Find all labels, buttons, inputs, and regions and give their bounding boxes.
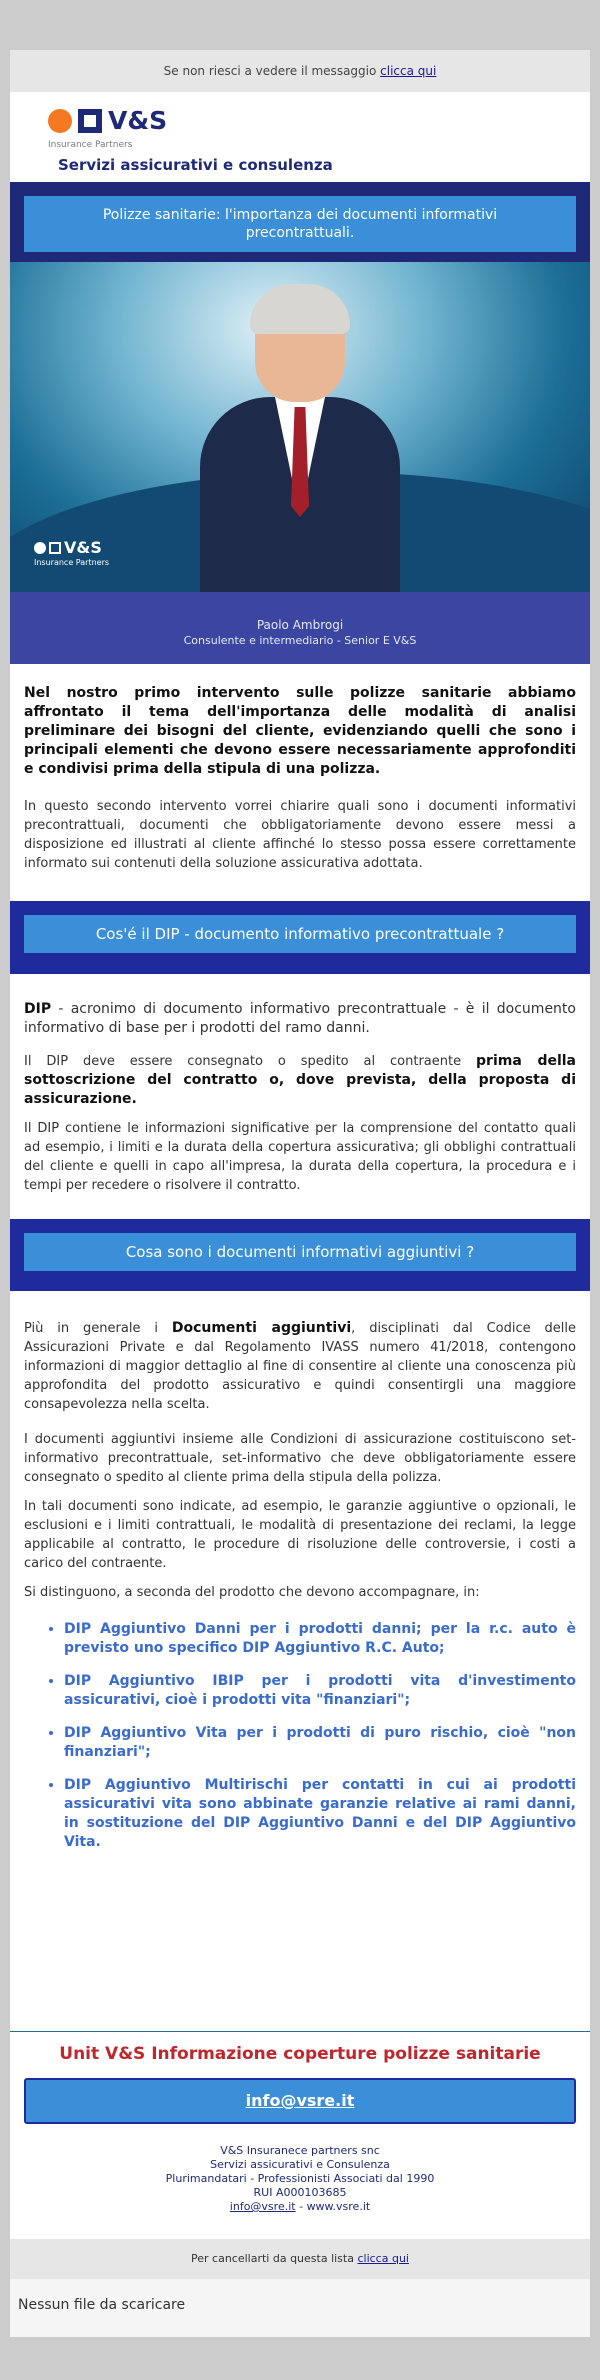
additional-p1-rest: , disciplinati dal Codice delle Assicurazioni Private e dal Regolamento IVASS numero 41/2018, contengono informazioni di maggior dettaglio al fine di consentire al cliente una conoscenza più approfondita del prodotto assicurativo e quindi consentirgli una maggiore consapevolezza nella scelta.: [24, 1321, 576, 1412]
footer-links: info@vsre.it - www.vsre.it: [229, 2200, 371, 2213]
hero-logo-subtitle: Insurance Partners: [34, 558, 110, 567]
brand-header: [10, 92, 590, 182]
footer-rui: RUI A000103685: [253, 2186, 347, 2199]
additional-heading: Cosa sono i documenti informativi aggiuntivi ?: [24, 1233, 576, 1271]
unsubscribe-bar: [10, 2239, 590, 2279]
dip-definition: - acronimo di documento informativo precontrattuale - è il documento informativo di base per i prodotti del ramo danni.: [24, 1001, 576, 1036]
preheader-text: Se non riesci a vedere il messaggio: [163, 64, 377, 78]
additional-heading-band: [10, 1219, 590, 1291]
additional-p4: Si distinguono, a seconda del prodotto che devono accompagnare, in:: [24, 1585, 480, 1600]
dip-list: [24, 1620, 576, 1852]
intro-paragraph: Nel nostro primo intervento sulle polizze sanitarie abbiamo affrontato il tema dell'importanza delle modalità di analisi preliminare dei bisogni del cliente, evidenziando quelli che sono i principali elementi che devono essere necessariamente approfonditi e condivisi prima della stipula di una polizza.: [24, 685, 576, 777]
list-item: • DIP Aggiuntivo Danni per i prodotti danni; per la r.c. auto è previsto uno specifico DIP Aggiuntivo R.C. Auto;: [64, 1620, 576, 1658]
dip-contents: Il DIP contiene le informazioni significative per la comprensione del contatto quali ad esempio, i limiti e la durata della copertura assicurativa; gli obblighi contrattuali del cliente e quelli in capo all'impresa, la durata della copertura, la procedura e i tempi per recedere o risolvere il contratto.: [24, 1121, 576, 1193]
author-role: Consulente e intermediario - Senior E V&S: [183, 634, 417, 647]
list-item: • DIP Aggiuntivo Multirischi per contatti in cui ai prodotti assicurativi vita sono abbinate garanzie relative ai rami danni, in sostituzione del DIP Aggiuntivo Danni e del DIP Aggiuntivo Vita.: [64, 1776, 576, 1852]
dip-delivery-text: Il DIP deve essere consegnato o spedito al contraente: [24, 1054, 477, 1069]
footer-services: Servizi assicurativi e Consulenza: [210, 2158, 390, 2171]
logo-subtitle: Insurance Partners: [48, 140, 133, 150]
footer-company: V&S Insuranece partners snc: [220, 2144, 380, 2157]
dip-delivery-bold: prima della sottoscrizione del contratto o, dove prevista, della proposta di assicurazione.: [24, 1053, 577, 1107]
list-item: • DIP Aggiuntivo IBIP per i prodotti vita d'investimento assicurativi, cioè i prodotti vita "finanziari";: [64, 1672, 576, 1710]
footer-email-link[interactable]: info@vsre.it: [229, 2200, 296, 2213]
dot-icon: [34, 542, 46, 554]
additional-p3: In tali documenti sono indicate, ad esempio, le garanzie aggiuntive o opzionali, le esclusioni e i limiti contrattuali, le modalità di presentazione dei reclami, la legge applicabile al contratto, le procedure di risoluzione delle controversie, i costi a carico del contraente.: [24, 1499, 576, 1571]
author-band: [10, 592, 590, 664]
square-outline-icon: [49, 542, 61, 554]
additional-section: [10, 1291, 590, 2031]
dip-section: [10, 974, 590, 1219]
footer-web[interactable]: www.vsre.it: [306, 2200, 371, 2213]
dip-heading: Cos'é il DIP - documento informativo precontrattuale ?: [24, 915, 576, 953]
title-band: [10, 182, 590, 262]
contact-section: [10, 2031, 590, 2239]
logo-name: V&S: [108, 106, 168, 135]
footer: [10, 2144, 590, 2214]
view-online-link[interactable]: clicca qui: [380, 64, 437, 78]
unit-title: Unit V&S Informazione coperture polizze sanitarie: [59, 2044, 541, 2064]
unsubscribe-text: Per cancellarti da questa lista: [191, 2252, 354, 2265]
attachments-box: [10, 2279, 590, 2337]
additional-p2: I documenti aggiuntivi insieme alle Condizioni di assicurazione costituiscono set-informativo precontrattuale, set-informativo che deve obbligatoriamente essere consegnato o spedito al cliente prima della stipula della polizza.: [24, 1432, 576, 1485]
square-icon: [78, 109, 102, 133]
additional-p1-start: Più in generale i: [24, 1321, 172, 1336]
hero-image: [10, 262, 590, 592]
hero-logo: [34, 537, 109, 567]
unsubscribe-link[interactable]: clicca qui: [357, 2252, 409, 2265]
preheader: [10, 50, 590, 92]
email-container: [10, 50, 590, 2337]
hero-logo-name: V&S: [64, 538, 102, 557]
author-name: Paolo Ambrogi: [256, 618, 344, 632]
author-photo: [200, 282, 400, 592]
newsletter-title: Polizze sanitarie: l'importanza dei documenti informativi precontrattuali.: [24, 196, 576, 252]
footer-mandates: Plurimandatari - Professionisti Associati dal 1990: [165, 2172, 435, 2185]
brand-tagline: Servizi assicurativi e consulenza: [58, 156, 333, 174]
intro-paragraph-2: In questo secondo intervento vorrei chiarire quali sono i documenti informativi precontrattuali, documenti che obbligatoriamente devono essere messi a disposizione ed illustrati al cliente affinché lo stesso possa essere correttamente informato sui contenuti della soluzione assicurativa adottata.: [24, 799, 576, 871]
additional-term: Documenti aggiuntivi: [171, 1320, 352, 1336]
dip-heading-band: [10, 901, 590, 974]
dip-term: DIP: [24, 1001, 52, 1017]
intro-section: [10, 664, 590, 901]
list-item: • DIP Aggiuntivo Vita per i prodotti di puro rischio, cioè "non finanziari";: [64, 1724, 576, 1762]
orange-dot-icon: [48, 109, 72, 133]
email-button[interactable]: info@vsre.it: [24, 2078, 576, 2124]
no-files-text: Nessun file da scaricare: [18, 2297, 186, 2313]
